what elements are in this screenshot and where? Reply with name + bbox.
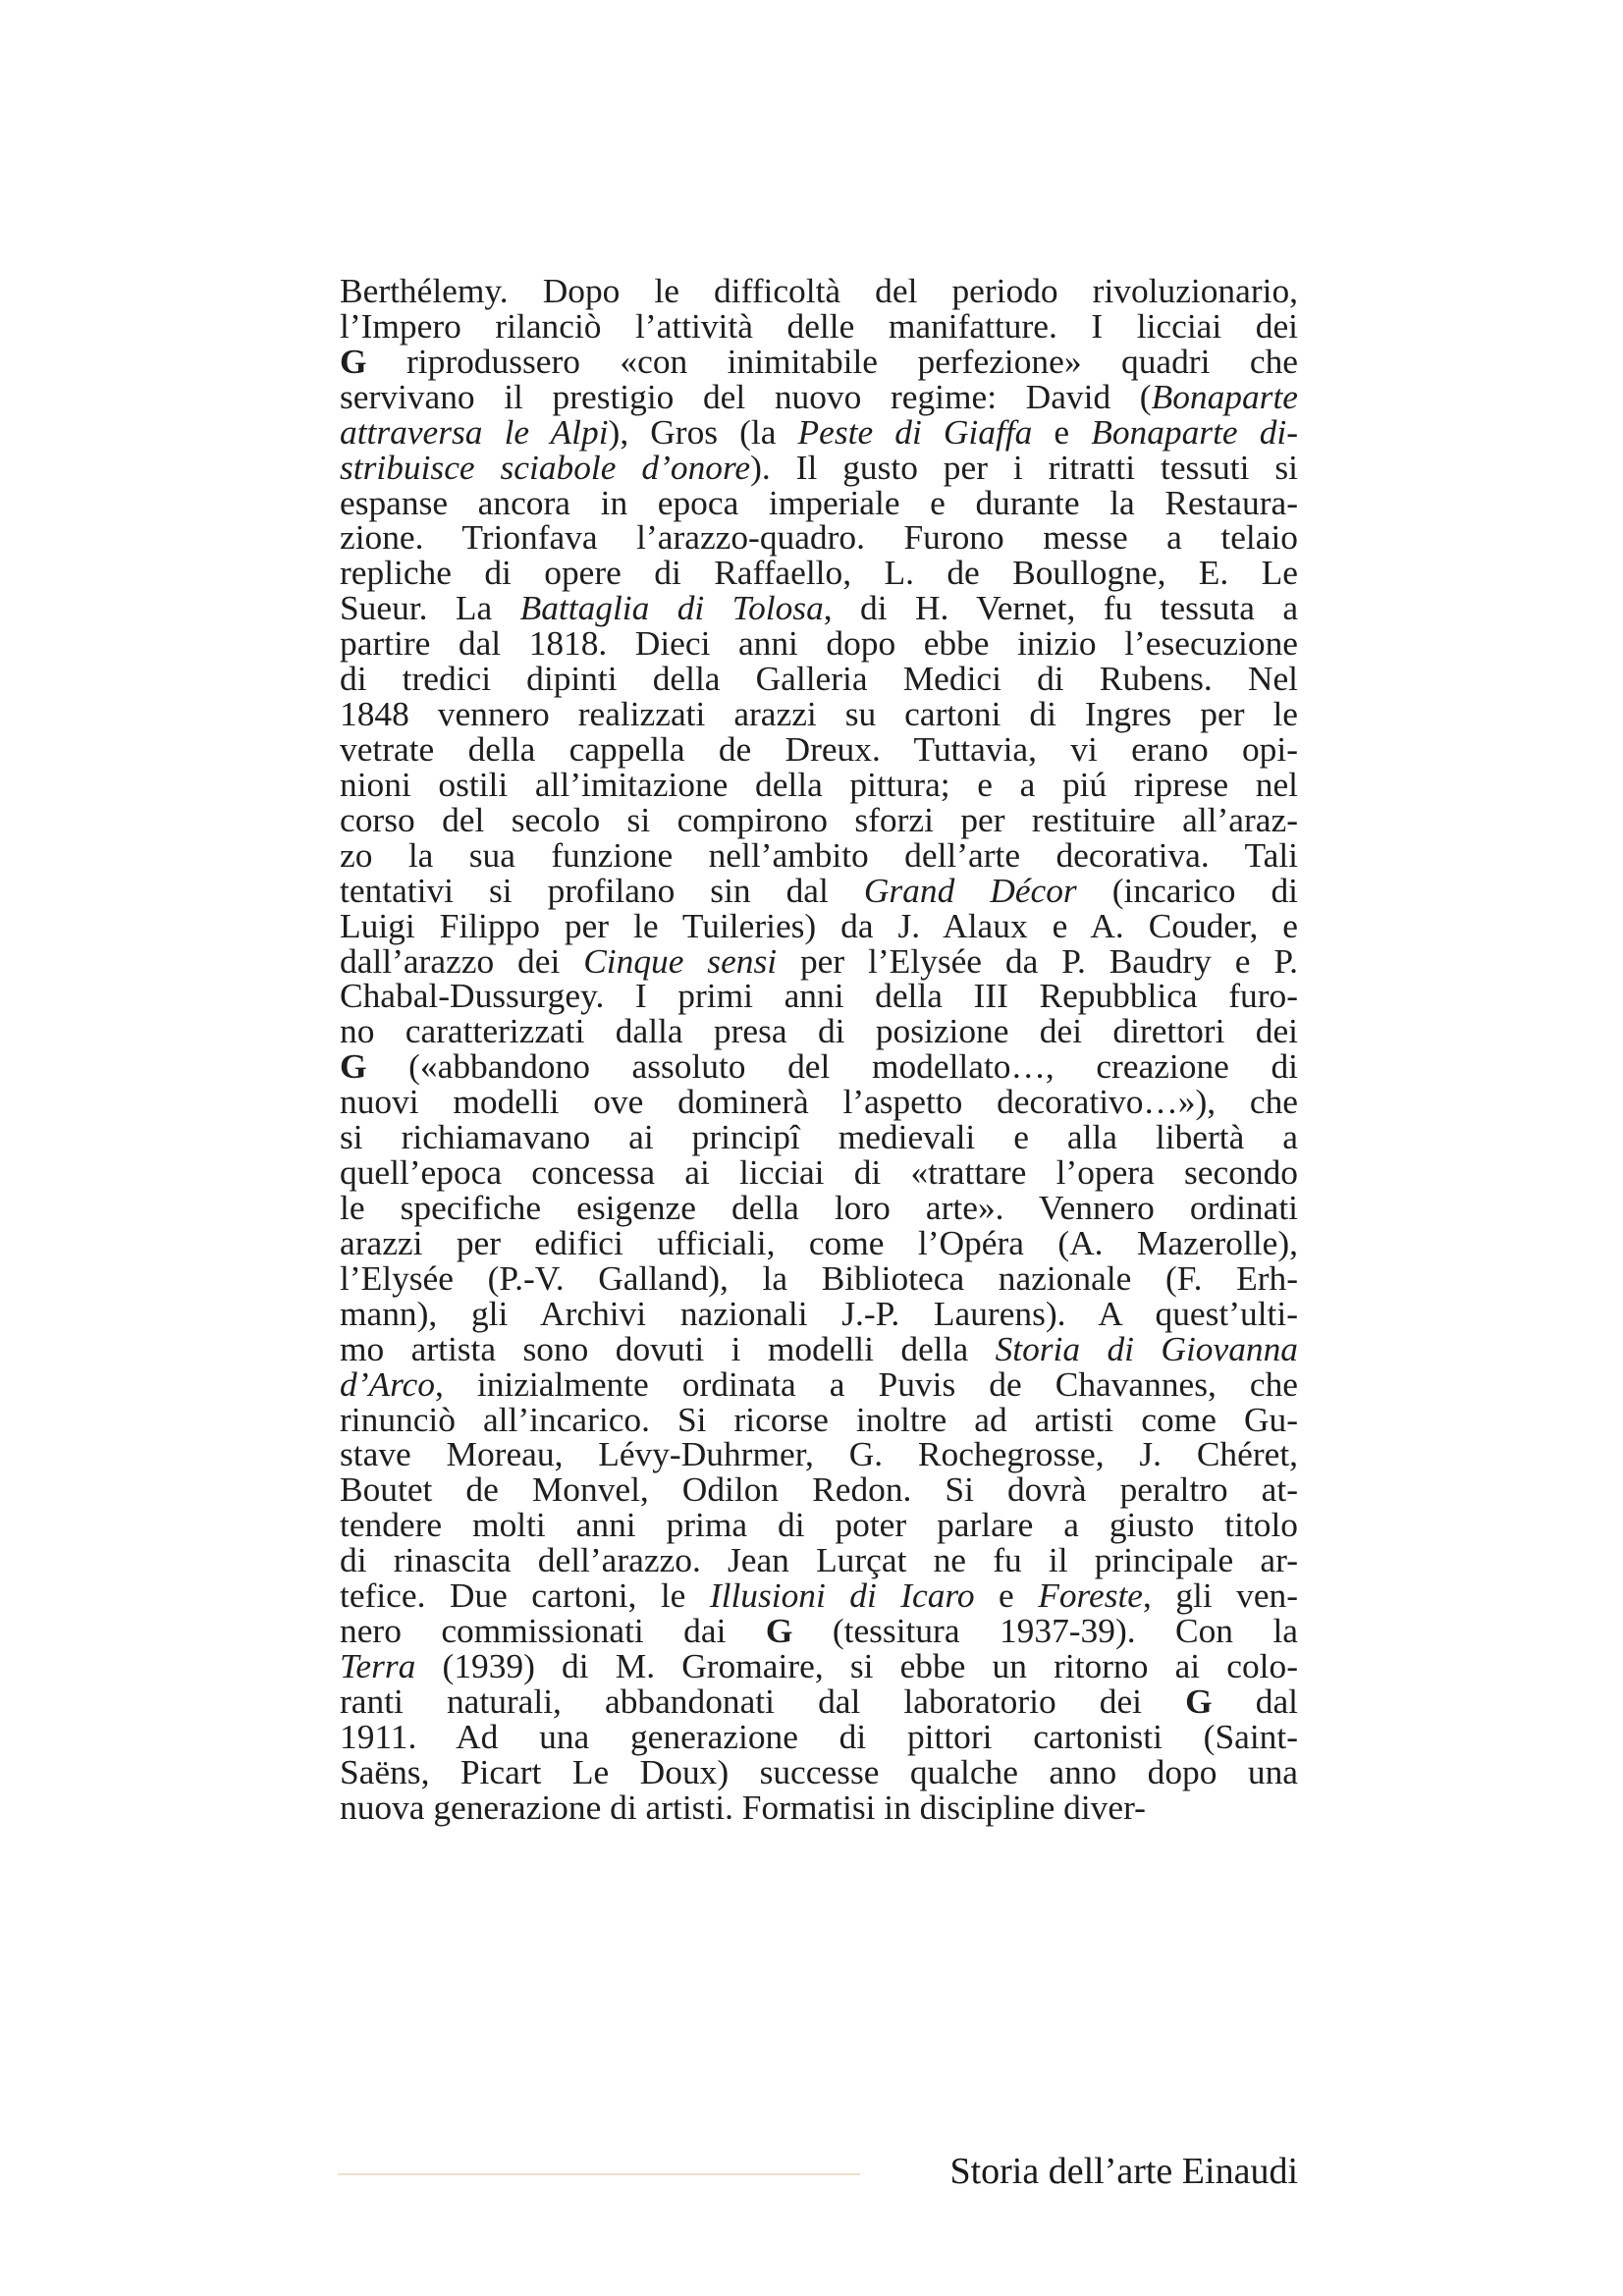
text-line: [340, 764, 1298, 804]
text-line: [340, 1681, 1298, 1721]
text-line: [340, 1011, 1298, 1051]
text-line: [340, 553, 1298, 593]
text-line: [340, 1645, 1298, 1685]
text-line: [340, 1787, 1298, 1827]
text-segment: vetrate della cappella de Dreux. Tuttavia, vi erano opi-: [340, 728, 1298, 769]
text-line: [340, 1505, 1298, 1545]
text-line: [340, 305, 1298, 346]
text-line: [340, 376, 1298, 416]
text-segment: , gli ven-: [1143, 1575, 1299, 1616]
italic-title: Battaglia di Tolosa: [519, 588, 824, 628]
text-segment: nioni ostili all’imitazione della pittura; e a piú riprese nel: [340, 764, 1298, 804]
text-line: [340, 411, 1299, 452]
text-line: [340, 1434, 1298, 1474]
body-text: [340, 271, 1299, 1827]
text-line: [340, 271, 1298, 310]
text-line: [340, 1328, 1298, 1368]
text-segment: dal: [1212, 1681, 1298, 1721]
text-segment: zo la sua funzione nell’ambito dell’arte decorativa. Tali: [340, 834, 1298, 875]
text-line: [340, 1293, 1298, 1333]
text-segment: , di H. Vernet, fu tessuta a: [823, 588, 1299, 628]
text-segment: tendere molti anni prima di poter parlare a giusto titolo: [340, 1505, 1298, 1545]
text-segment: le specifiche esigenze della loro arte». Vennero ordinati: [340, 1187, 1298, 1227]
text-segment: tefice. Due cartoni, le: [340, 1575, 710, 1616]
text-segment: l’Elysée (P.-V. Galland), la Biblioteca nazionale (F. Erh-: [340, 1257, 1298, 1298]
text-line: [340, 1611, 1298, 1651]
text-line: [340, 517, 1298, 558]
text-line: [340, 1257, 1298, 1298]
text-segment: Boutet de Monvel, Odilon Redon. Si dovrà peraltro at-: [340, 1469, 1298, 1510]
text-segment: servivano il prestigio del nuovo regime: David (: [340, 376, 1152, 416]
text-segment: si richiamavano ai principî medievali e alla libertà a: [340, 1117, 1298, 1157]
text-segment: di rinascita dell’arazzo. Jean Lurçat ne fu il principale ar-: [340, 1540, 1298, 1580]
italic-title: Cinque sensi: [583, 940, 778, 981]
text-line: [340, 1046, 1298, 1087]
text-line: [340, 1152, 1298, 1193]
text-line: [340, 1469, 1298, 1510]
text-line: [340, 1399, 1298, 1439]
bold-abbreviation: G: [765, 1611, 793, 1651]
text-segment: nuovi modelli ove dominerà l’aspetto decorativo…»), che: [340, 1082, 1298, 1122]
text-segment: e: [1032, 411, 1092, 452]
text-segment: dall’arazzo dei: [340, 940, 584, 981]
text-segment: mann), gli Archivi nazionali J.-P. Laurens). A quest’ulti-: [340, 1293, 1298, 1333]
text-segment: corso del secolo si compirono sforzi per restituire all’araz-: [340, 799, 1298, 839]
text-segment: 1911. Ad una generazione di pittori cartonisti (Saint-: [340, 1716, 1298, 1756]
text-segment: rinunciò all’incarico. Si ricorse inoltre ad artisti come Gu-: [340, 1399, 1298, 1439]
text-segment: ranti naturali, abbandonati dal laboratorio dei: [340, 1681, 1186, 1721]
italic-title: Peste di Giaffa: [797, 411, 1033, 452]
text-segment: Chabal-Dussurgey. I primi anni della III Repubblica furo-: [340, 976, 1298, 1016]
italic-title: Grand Décor: [863, 870, 1077, 910]
text-line: [340, 799, 1298, 839]
italic-title: Bonaparte: [1151, 376, 1298, 416]
text-segment: Berthélemy. Dopo le difficoltà del periodo rivoluzionario,: [340, 271, 1298, 310]
text-line: [340, 694, 1298, 734]
text-segment: quell’epoca concessa ai licciai di «trattare l’opera secondo: [340, 1152, 1298, 1193]
italic-title: Bonaparte di-: [1091, 411, 1299, 452]
text-line: [340, 482, 1298, 522]
text-line: [340, 1222, 1298, 1262]
text-segment: , inizialmente ordinata a Puvis de Chavannes, che: [434, 1363, 1298, 1404]
text-line: [340, 834, 1298, 875]
text-segment: no caratterizzati dalla presa di posizione dei direttori dei: [340, 1011, 1298, 1051]
italic-title: Terra: [340, 1645, 416, 1685]
bold-abbreviation: G: [340, 1046, 367, 1087]
footer-rule: [338, 2173, 860, 2175]
text-line: [340, 447, 1298, 487]
text-segment: nero commissionati dai: [340, 1611, 766, 1651]
text-segment: per l’Elysée da P. Baudry e P.: [777, 940, 1298, 981]
text-line: [340, 1575, 1299, 1616]
text-line: [340, 728, 1298, 769]
text-segment: di tredici dipinti della Galleria Medici di Rubens. Nel: [340, 659, 1298, 699]
text-segment: arazzi per edifici ufficiali, come l’Opéra (A. Mazerolle),: [340, 1222, 1298, 1262]
text-line: [340, 870, 1298, 910]
text-segment: mo artista sono dovuti i modelli della: [340, 1328, 996, 1368]
text-segment: 1848 vennero realizzati arazzi su cartoni di Ingres per le: [340, 694, 1298, 734]
text-line: [340, 1540, 1298, 1580]
italic-title: stribuisce sciabole d’onore: [340, 447, 751, 487]
text-segment: stave Moreau, Lévy-Duhrmer, G. Rochegrosse, J. Chéret,: [340, 1434, 1298, 1474]
text-segment: ), Gros (la: [608, 411, 798, 452]
text-line: [340, 940, 1298, 981]
text-segment: l’Impero rilanciò l’attività delle manifatture. I licciai dei: [340, 305, 1298, 346]
italic-title: attraversa le Alpi: [340, 411, 609, 452]
text-segment: ). Il gusto per i ritratti tessuti si: [750, 447, 1298, 487]
text-segment: partire dal 1818. Dieci anni dopo ebbe inizio l’esecuzione: [340, 623, 1298, 664]
bold-abbreviation: G: [340, 341, 367, 381]
footer-title: Storia dell’arte Einaudi: [949, 2151, 1298, 2192]
text-line: [340, 341, 1298, 381]
text-segment: e: [974, 1575, 1039, 1616]
text-line: [340, 1716, 1298, 1756]
text-line: [340, 1187, 1298, 1227]
text-line: [340, 588, 1299, 628]
text-line: [340, 1082, 1298, 1122]
text-segment: riprodussero «con inimitabile perfezione» quadri che: [366, 341, 1298, 381]
text-line: [340, 659, 1298, 699]
text-line: [340, 1751, 1298, 1791]
italic-title: Storia di Giovanna: [995, 1328, 1298, 1368]
text-line: [340, 905, 1298, 945]
text-line: [340, 623, 1298, 664]
text-segment: repliche di opere di Raffaello, L. de Boullogne, E. Le: [340, 553, 1298, 593]
text-segment: Sueur. La: [340, 588, 520, 628]
text-segment: (tessitura 1937-39). Con la: [792, 1611, 1298, 1651]
text-line: [340, 1117, 1298, 1157]
text-segment: tentativi si profilano sin dal: [340, 870, 864, 910]
text-segment: («abbandono assoluto del modellato…, creazione di: [366, 1046, 1298, 1087]
text-segment: espanse ancora in epoca imperiale e durante la Restaura-: [340, 482, 1298, 522]
text-segment: Saëns, Picart Le Doux) successe qualche anno dopo una: [340, 1751, 1298, 1791]
text-segment: zione. Trionfava l’arazzo-quadro. Furono messe a telaio: [340, 517, 1298, 558]
italic-title: d’Arco: [340, 1363, 435, 1404]
text-segment: (incarico di: [1076, 870, 1298, 910]
text-line: [340, 1363, 1298, 1404]
italic-title: Foreste: [1038, 1575, 1144, 1616]
text-segment: (1939) di M. Gromaire, si ebbe un ritorno ai colo-: [415, 1645, 1298, 1685]
bold-abbreviation: G: [1185, 1681, 1213, 1721]
text-line: [340, 976, 1298, 1016]
italic-title: Illusioni di Icaro: [709, 1575, 975, 1616]
text-segment: nuova generazione di artisti. Formatisi in discipline diver-: [340, 1787, 1146, 1827]
text-segment: Luigi Filippo per le Tuileries) da J. Alaux e A. Couder, e: [340, 905, 1298, 945]
